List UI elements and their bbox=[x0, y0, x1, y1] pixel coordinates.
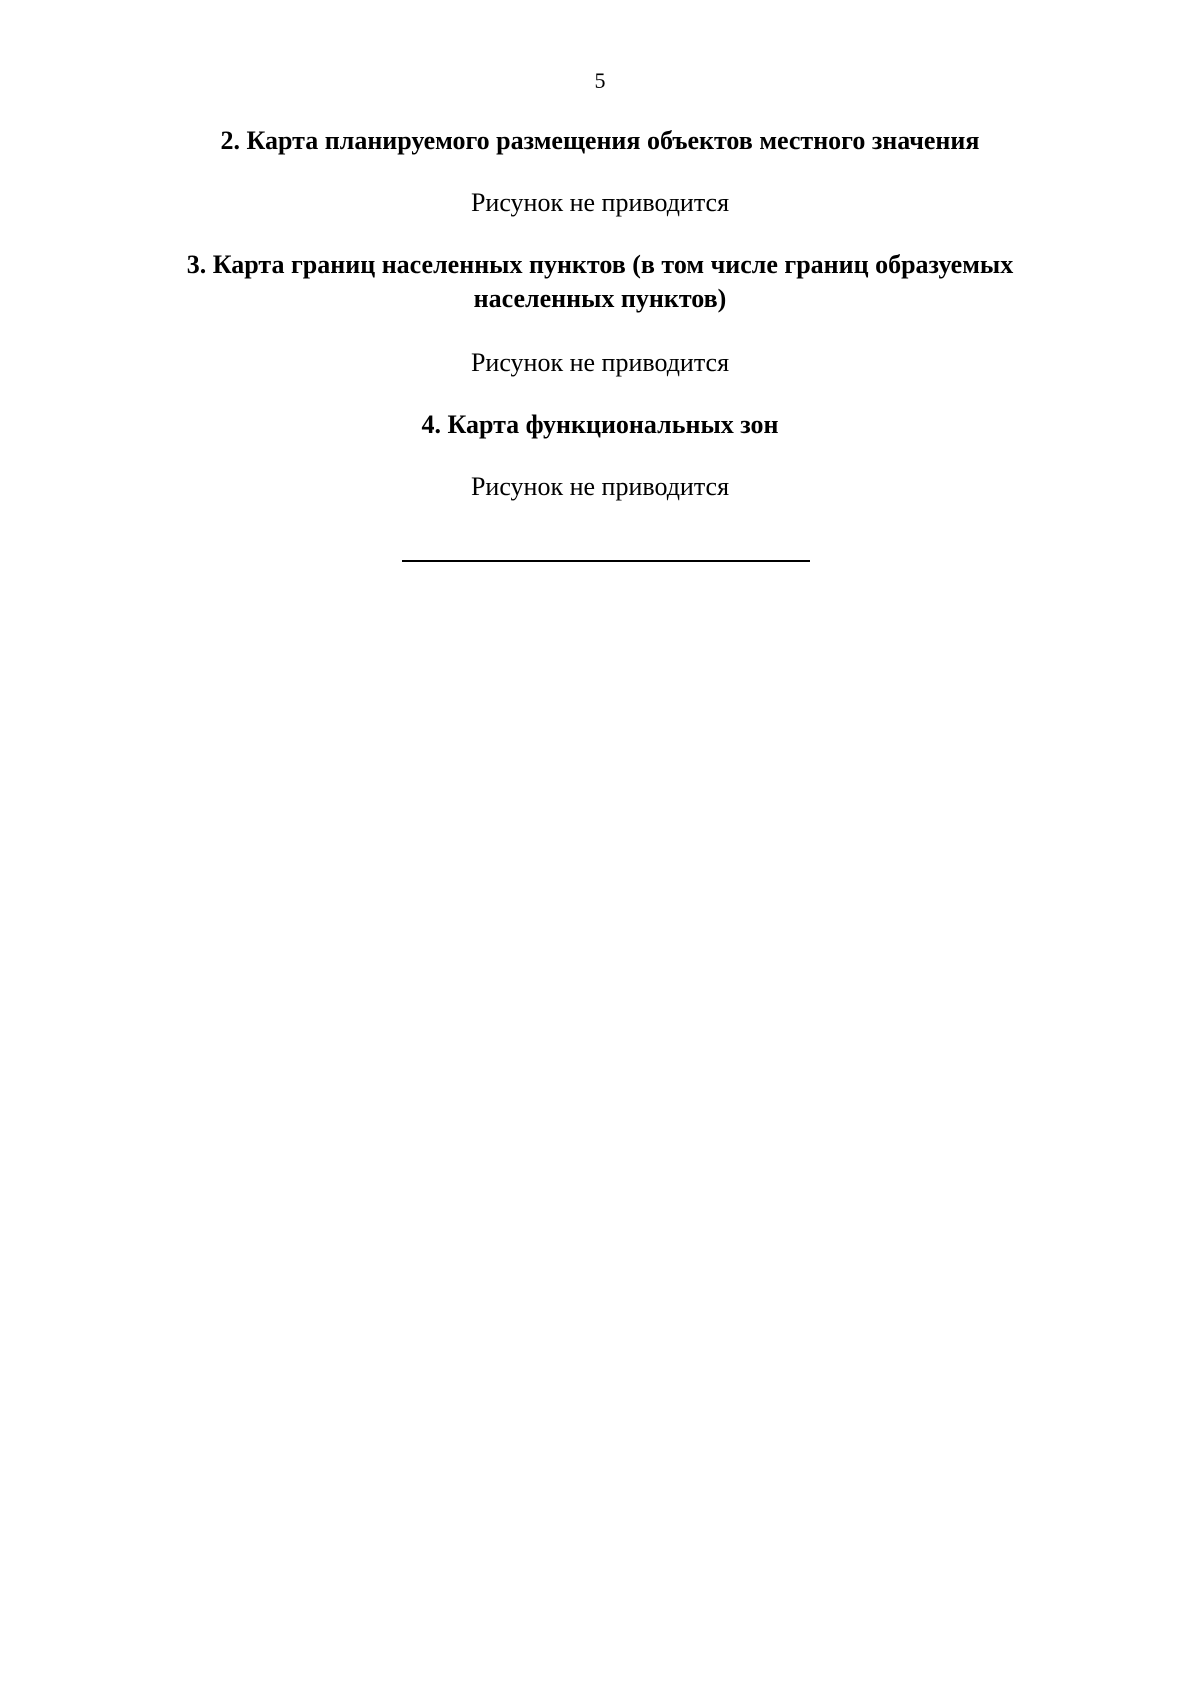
page-content bbox=[160, 124, 1040, 504]
section-heading-line-1: 3. Карта границ населенных пунктов (в том числе границ образуемых bbox=[186, 250, 1014, 279]
figure-caption: Рисунок не приводится bbox=[470, 348, 730, 377]
section-local-objects-map bbox=[160, 124, 1040, 220]
figure-caption: Рисунок не приводится bbox=[470, 472, 730, 501]
end-rule-divider bbox=[402, 560, 810, 562]
page-number: 5 bbox=[594, 68, 606, 93]
section-heading: 4. Карта функциональных зон bbox=[421, 410, 779, 439]
section-heading-line-2: населенных пунктов) bbox=[473, 284, 727, 313]
section-heading: 2. Карта планируемого размещения объектов местного значения bbox=[220, 126, 980, 155]
section-settlement-borders-map bbox=[160, 248, 1040, 380]
figure-caption: Рисунок не приводится bbox=[470, 188, 730, 217]
section-heading bbox=[160, 248, 1040, 316]
section-functional-zones-map bbox=[160, 408, 1040, 504]
